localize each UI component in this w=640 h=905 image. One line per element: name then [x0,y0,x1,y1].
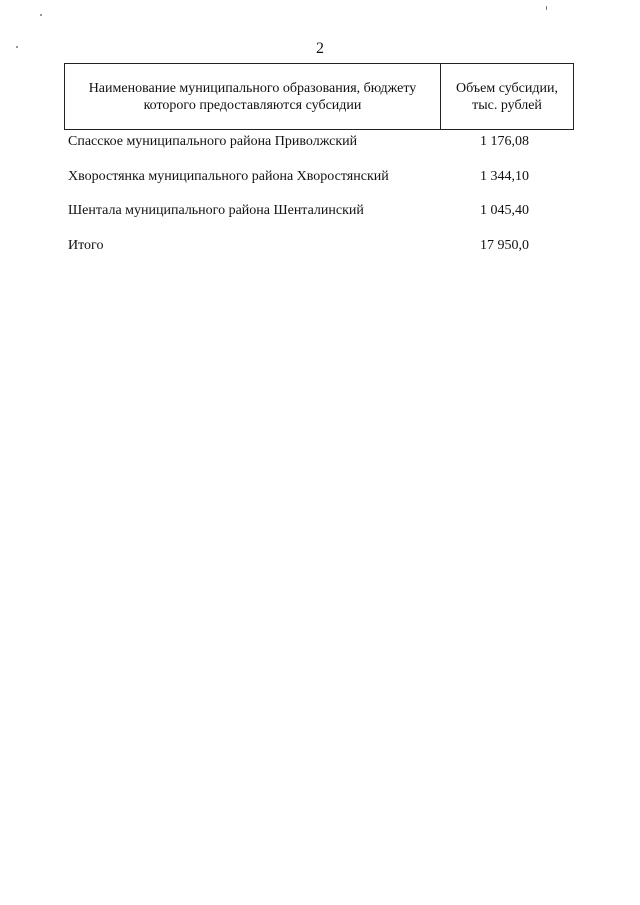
total-amount: 17 950,0 [480,237,529,253]
table-row [68,133,574,168]
header-municipality-name: Наименование муниципального образования, бюджету которого предоставляются субсидии [65,64,441,129]
header-subsidy-amount: Объем субсидии, тыс. рублей [456,80,558,113]
table-body [68,133,574,271]
row-subsidy-amount: 1 176,08 [480,134,529,149]
table-header [64,63,574,130]
table-row-total [68,237,574,272]
row-municipality-name: Хворостянка муниципального района Хворостянский [68,168,389,184]
row-municipality-name: Спасское муниципального района Приволжский [68,134,358,149]
scan-speck [16,46,18,48]
total-label: Итого [68,237,104,253]
table-row [68,168,574,203]
table-row [68,202,574,237]
scan-speck [546,6,547,10]
row-subsidy-amount: 1 045,40 [480,203,529,218]
page-number: 2 [316,40,324,57]
row-municipality-name: Шентала муниципального района Шенталинский [68,203,364,218]
row-subsidy-amount: 1 344,10 [480,168,529,184]
scan-speck [40,14,42,16]
